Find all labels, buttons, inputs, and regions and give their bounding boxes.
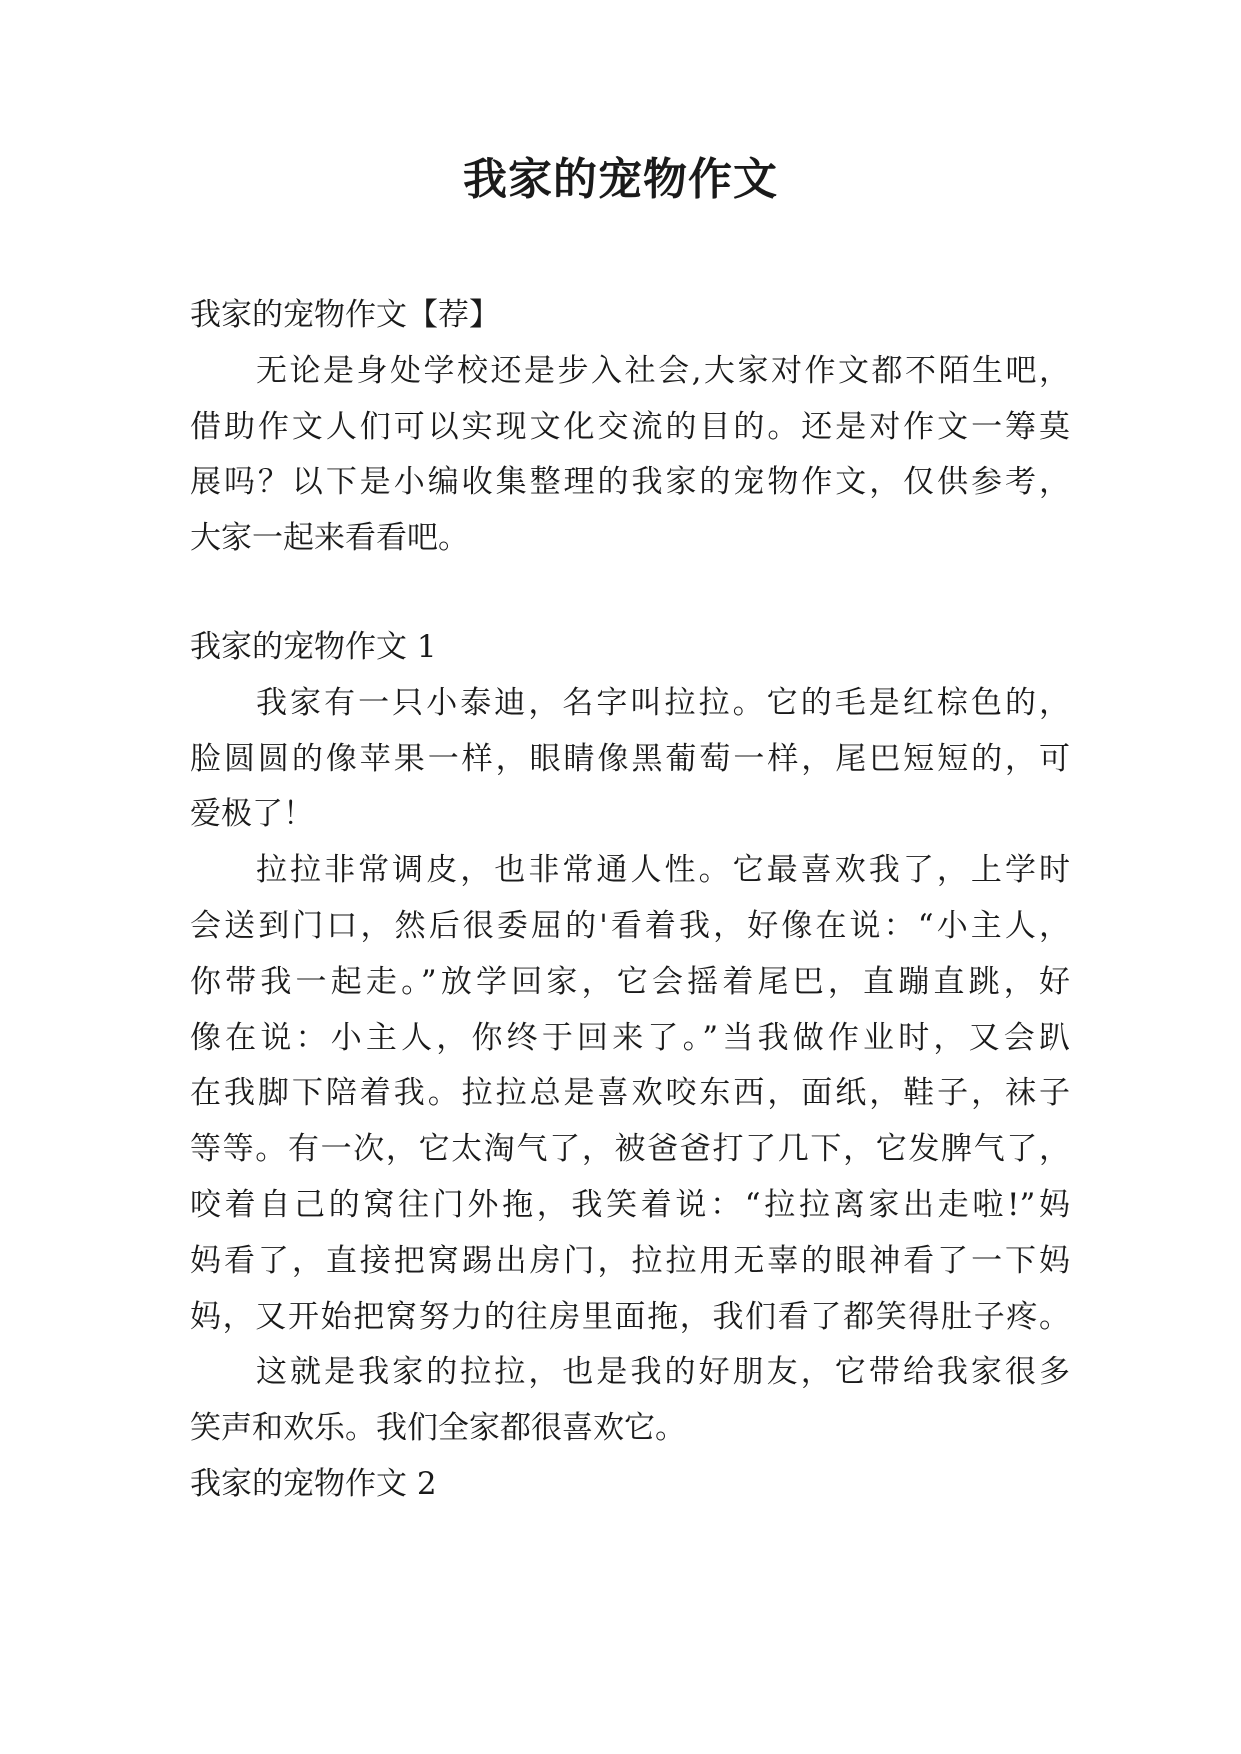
- document-body: [190, 288, 1070, 1513]
- paragraph-line: 爱极了！: [190, 796, 314, 833]
- essay1-paragraph-3: [190, 1345, 1070, 1457]
- paragraph-line: 我家有一只小泰迪，名字叫拉拉。它的毛是红棕色的，: [256, 684, 1070, 721]
- essay2-heading: 我家的宠物作文 2: [190, 1465, 437, 1502]
- document-title: 我家的宠物作文: [463, 154, 778, 205]
- paragraph-line: 笑声和欢乐。我们全家都很喜欢它。: [190, 1410, 686, 1447]
- intro-line: 展吗？以下是小编收集整理的我家的宠物作文，仅供参考，: [190, 464, 1070, 501]
- section-gap: [190, 567, 1070, 620]
- essay1-paragraph-2: [190, 843, 1070, 1345]
- essay1-paragraph-1: [190, 676, 1070, 843]
- essay1-heading: 我家的宠物作文 1: [190, 628, 437, 665]
- paragraph-line: 脸圆圆的像苹果一样，眼睛像黑葡萄一样，尾巴短短的，可: [190, 740, 1070, 777]
- paragraph-line: 像在说：小主人，你终于回来了。”当我做作业时，又会趴: [190, 1019, 1070, 1056]
- paragraph-line: 妈，又开始把窝努力的往房里面拖，我们看了都笑得肚子疼。: [190, 1298, 1070, 1335]
- intro-line: 借助作文人们可以实现文化交流的目的。还是对作文一筹莫: [190, 408, 1070, 445]
- paragraph-line: 你带我一起走。”放学回家，它会摇着尾巴，直蹦直跳，好: [190, 963, 1070, 1000]
- intro-line: 无论是身处学校还是步入社会,大家对作文都不陌生吧，: [256, 352, 1070, 389]
- intro-paragraph: [190, 344, 1070, 567]
- paragraph-line: 这就是我家的拉拉，也是我的好朋友，它带给我家很多: [256, 1354, 1070, 1391]
- intro-line: 大家一起来看看吧。: [190, 520, 469, 557]
- paragraph-line: 在我脚下陪着我。拉拉总是喜欢咬东西，面纸，鞋子，袜子: [190, 1075, 1070, 1112]
- paragraph-line: 妈看了，直接把窝踢出房门，拉拉用无辜的眼神看了一下妈: [190, 1242, 1070, 1279]
- paragraph-line: 会送到门口，然后很委屈的'看着我，好像在说：“小主人，: [190, 907, 1070, 944]
- intro-heading: 我家的宠物作文【荐】: [190, 297, 500, 333]
- paragraph-line: 拉拉非常调皮，也非常通人性。它最喜欢我了，上学时: [256, 852, 1070, 889]
- paragraph-line: 等等。有一次，它太淘气了，被爸爸打了几下，它发脾气了，: [190, 1131, 1070, 1168]
- paragraph-line: 咬着自己的窝往门外拖，我笑着说：“拉拉离家出走啦!”妈: [190, 1186, 1070, 1223]
